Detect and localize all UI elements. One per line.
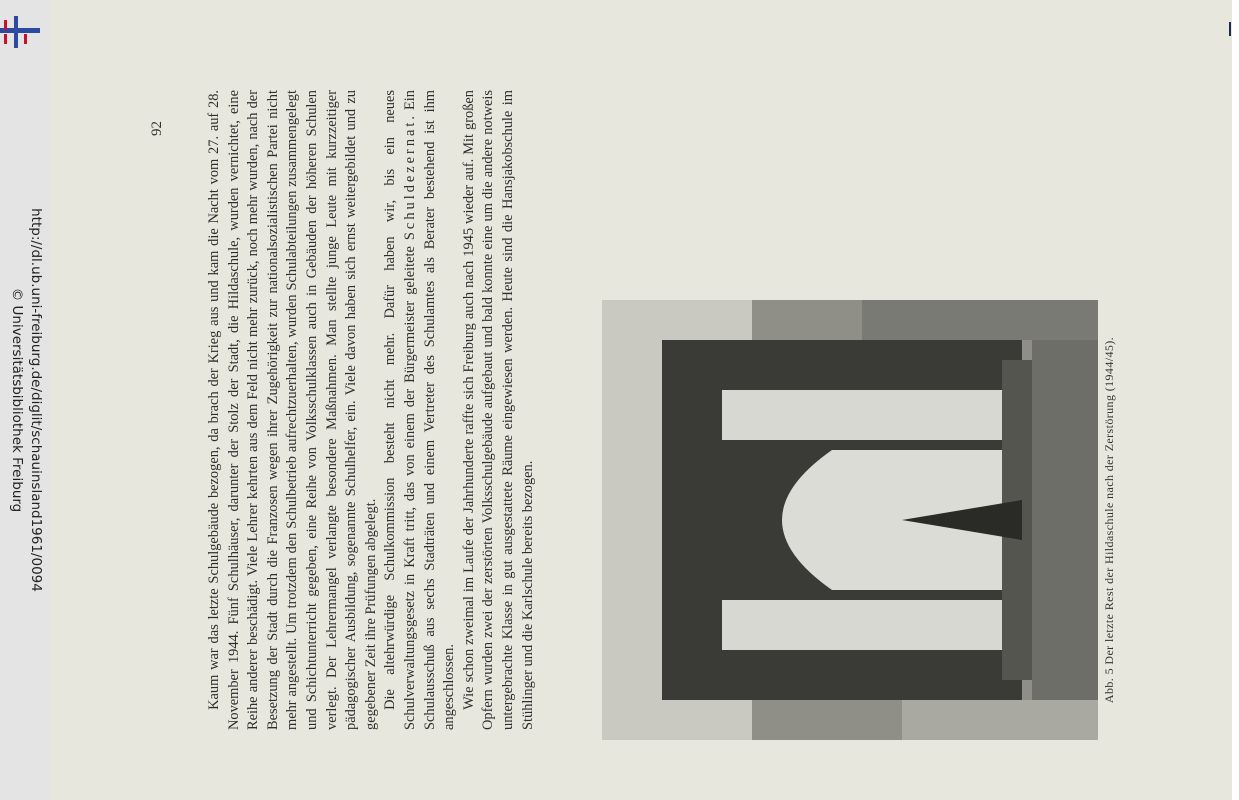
rotated-page-content bbox=[602, 60, 1202, 740]
source-url[interactable]: http://dl.ub.uni-freiburg.de/diglit/schauinsland1961/0094 bbox=[28, 208, 44, 592]
scan-marker bbox=[1229, 22, 1231, 36]
copyright-notice: © Universitätsbibliothek Freiburg bbox=[9, 287, 25, 513]
repository-strip bbox=[0, 0, 50, 800]
page-number: 92 bbox=[149, 121, 165, 136]
figure-caption: Abb. 5 Der letzte Rest der Hildaschule nach der Zerstörung (1944/45). bbox=[1102, 336, 1116, 704]
schuldezernat-term: Schuldezernat bbox=[401, 119, 418, 241]
paragraph-3: Wie schon zweimal im Laufe der Jahrhunderte raffte sich Freiburg auch nach 1945 wieder auf. Mit großen Opfern wurden zwei der zerstörten Volksschulgebäude aufgebaut und bald konnte eine um die andere notweis untergebrachte Klasse in gut ausgestattete Räume eingewiesen werden. Heute sind die Hansjakobschule im Stühlinger und die Karlschule bereits bezogen. bbox=[460, 90, 536, 730]
paragraph-2-start: Die altehrwürdige Schulkommission besteht nicht mehr. Dafür haben wir, bis ein neues Schulverwaltungsgesetz in Kraft tritt, das von einem der Bürgermeister geleitete bbox=[382, 90, 418, 730]
page-edge bbox=[1232, 0, 1239, 800]
body-text-column bbox=[205, 90, 605, 730]
paragraph-1: Kaum war das letzte Schulgebäude bezogen, da brach der Krieg aus und kam die Nacht vom 27. auf 28. November 1944. Fünf Schulhäuser, darunter der Stolz der Stadt, die Hildaschule, wurden vernichtet, eine Reihe anderer beschädigt. Viele Lehrer kehrten aus dem Feld nicht mehr zurück, noch mehr wurden, nach der Besetzung der Stadt durch die Franzosen wegen ihrer Zugehörigkeit zur nationalsozialistischen Partei nicht mehr angestellt. Um trotzdem den Schulbetrieb aufrechtzuerhalten, wurden Schulabteilungen zusammengelegt und Schichtunterricht gegeben, eine Reihe von Volksschulklassen auch in Gebäuden der höheren Schulen verlegt. Der Lehrermangel verlangte besondere Maßnahmen. Man stellte junge Leute mit kurzzeitiger pädagogischer Ausbildung, sogenannte Schulhelfer, ein. Viele davon haben sich ernst weitergebildet und zu gegebener Zeit ihre Prüfungen abgelegt. bbox=[206, 90, 379, 730]
paragraph-2 bbox=[381, 90, 459, 730]
paragraph-2-end: . Ein Schulausschuß aus sechs Stadträten und einem Vertreter des Schulamtes als Berater bestehend ist ihm angeschlossen. bbox=[401, 90, 458, 730]
repository-info bbox=[7, 10, 45, 790]
ruin-photograph bbox=[602, 300, 1098, 740]
